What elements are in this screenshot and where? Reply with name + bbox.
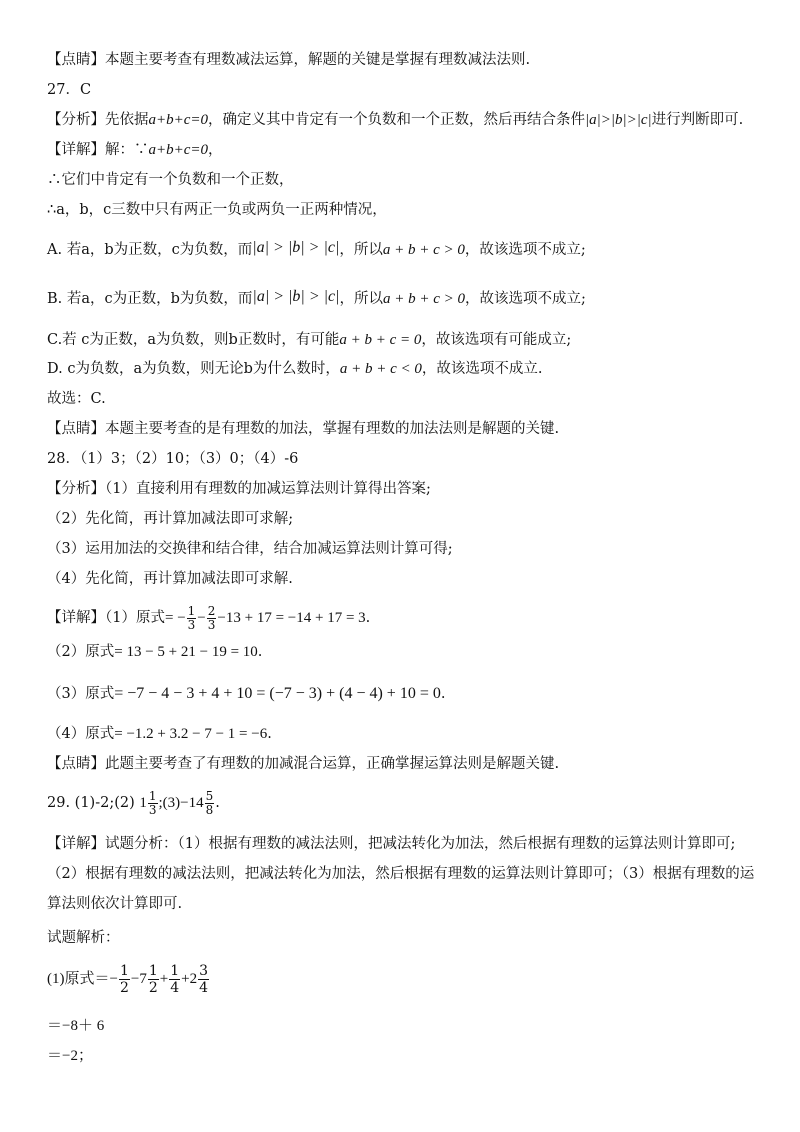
answer-text: . [215, 795, 220, 811]
option-text: ，故该选项不成立. [421, 361, 543, 377]
q29-analysis-head: 试题解析： [47, 930, 120, 946]
tag-point: 【点睛】 [47, 756, 105, 772]
option-d [47, 359, 760, 379]
analysis-expr: a+b+c=0 [148, 112, 209, 128]
q27-detail [47, 140, 760, 160]
detail-text: （3）原式 [47, 686, 115, 702]
tag-detail: 【详解】 [47, 610, 105, 626]
analysis-text: （1）直接利用有理数的加减运算法则计算得出答案; [105, 481, 431, 497]
q28-analysis-4: （4）先化简，再计算加减法即可求解. [47, 571, 293, 587]
detail-text: 试题分析：（1）根据有理数的减法法则，把减法转化为加法，然后根据有理数的运算法则计算即可; [105, 836, 736, 852]
q27-analysis [47, 110, 760, 130]
tag-detail: 【详解】 [47, 142, 105, 158]
fraction: $\frac{2}{3}$ [207, 603, 216, 632]
tag-analysis: 【分析】 [47, 112, 105, 128]
q27-line-b: ∴a，b，c三数中只有两正一负或两负一正两种情况， [47, 202, 387, 218]
point-text: 此题主要考查了有理数的加减混合运算，正确掌握运算法则是解题关键. [105, 756, 560, 772]
solution-text: + [159, 971, 169, 987]
q27-point [47, 419, 760, 439]
q28-detail-2: （2）原式= 13 − 5 + 21 − 19 = 10. [47, 644, 263, 660]
option-expr: a + b + c > 0 [382, 242, 465, 258]
detail-text: （1）原式 [105, 610, 165, 626]
point-text: 本题主要考查有理数减法运算，解题的关键是掌握有理数减法法则. [105, 52, 531, 68]
fraction: $\frac{5}{8}$ [205, 788, 214, 817]
fraction: $\frac{1}{3}$ [187, 603, 196, 632]
q28-detail-4: （4）原式= −1.2 + 3.2 − 7 − 1 = −6. [47, 726, 272, 742]
q28-detail-3: （3）原式= −7 − 4 − 3 + 4 + 10 = (−7 − 3) + (4 − 4) + 10 = 0. [47, 685, 446, 702]
fraction: $\frac{1}{2}$ [148, 962, 158, 996]
q27-line-a: ∴它们中肯定有一个负数和一个正数， [47, 172, 294, 188]
option-a [47, 238, 760, 260]
option-expr: a + b + c = 0 [339, 332, 422, 348]
answer-text: ;(3)−14 [158, 795, 204, 811]
option-text: A. 若a，b为正数，c为负数，而 [47, 242, 253, 258]
analysis-text: ，确定义其中肯定有一个负数和一个正数，然后再结合条件 [208, 112, 586, 128]
option-text: C.若 c为正数，a为负数，则b正数时，有可能 [47, 332, 340, 348]
point-text: 本题主要考查的是有理数的加法，掌握有理数的加法法则是解题的关键. [105, 421, 560, 437]
detail-text: （2）原式 [47, 644, 115, 660]
fraction: $\frac{1}{3}$ [148, 788, 157, 817]
q28-analysis [47, 479, 760, 499]
q29-detail-2: （2）根据有理数的减法法则，把减法转化为加法，然后根据有理数的运算法则计算即可；（3）根据有理数的运算法则依次计算即可. [47, 866, 755, 912]
detail-text: 解：∵ [105, 142, 149, 158]
option-cond: |a| > |b| > |c| [252, 288, 340, 305]
detail-text: ， [208, 142, 223, 158]
option-expr: a + b + c < 0 [339, 361, 422, 377]
q28-answer: 28．（1）3；（2）10；（3）0；（4）-6 [47, 451, 299, 467]
analysis-cond: |a|>|b|>|c| [585, 112, 652, 128]
option-text: B. 若a，c为正数，b为负数，而 [47, 291, 253, 307]
option-text: D. c为负数，a为负数，则无论b为什么数时， [47, 361, 340, 377]
q27-choice: 故选：C. [47, 391, 106, 407]
q29-solution-1 [47, 962, 760, 996]
fraction: $\frac{1}{4}$ [170, 962, 180, 996]
option-text: ，故该选项不成立; [464, 242, 586, 258]
detail-expr: = −1.2 + 3.2 − 7 − 1 = −6 [114, 726, 268, 742]
detail-expr: = 13 − 5 + 21 − 19 = 10 [114, 644, 258, 660]
option-text: ，故该选项有可能成立; [421, 332, 572, 348]
q29-detail-1 [47, 834, 760, 854]
tag-detail: 【详解】 [47, 836, 105, 852]
q26-point-line [47, 50, 760, 70]
q27-answer: 27．C [47, 82, 92, 98]
tag-analysis: 【分析】 [47, 481, 105, 497]
q29-solution-2: ＝−8＋ 6 [47, 1018, 105, 1034]
answer-text: 29. (1)-2;(2) [47, 795, 135, 811]
q28-point [47, 754, 760, 774]
solution-text: −7 [130, 971, 147, 987]
option-b [47, 287, 760, 309]
solution-text: (1)原式＝− [47, 971, 118, 987]
option-cond: |a| > |b| > |c| [252, 239, 340, 256]
tag-point: 【点睛】 [47, 52, 105, 68]
detail-expr: = −7 − 4 − 3 + 4 + 10 = (−7 − 3) + (4 − 4) + 10 = 0 [114, 685, 441, 702]
fraction: $\frac{3}{4}$ [199, 962, 209, 996]
analysis-text: 先依据 [105, 112, 149, 128]
analysis-text: 进行判断即可. [651, 112, 744, 128]
detail-text: （4）原式 [47, 726, 115, 742]
option-text: ，故该选项不成立; [465, 291, 586, 307]
q28-analysis-3: （3）运用加法的交换律和结合律，结合加减运算法则计算可得; [47, 541, 453, 557]
detail-expr: −13 + 17 = −14 + 17 = 3 [217, 610, 366, 626]
option-expr: a + b + c > 0 [383, 291, 466, 307]
q29-solution-3: ＝−2； [47, 1048, 93, 1064]
detail-expr: a+b+c=0 [148, 142, 209, 158]
q28-analysis-2: （2）先化简，再计算加减法即可求解; [47, 511, 294, 527]
q29-answer [47, 788, 760, 818]
option-text: ，所以 [339, 242, 383, 258]
q28-detail-1: 【详解】（1）原式= − $\frac{1}{3}$ − $\frac{2}{3}$ −13 + 17 = −14 + 17 = 3. [47, 603, 371, 632]
option-c [47, 330, 760, 350]
solution-text: +2 [181, 971, 198, 987]
tag-point: 【点睛】 [47, 421, 105, 437]
fraction: $\frac{1}{2}$ [119, 962, 129, 996]
option-text: ，所以 [339, 291, 384, 307]
mixed-whole: 1 [139, 795, 147, 811]
